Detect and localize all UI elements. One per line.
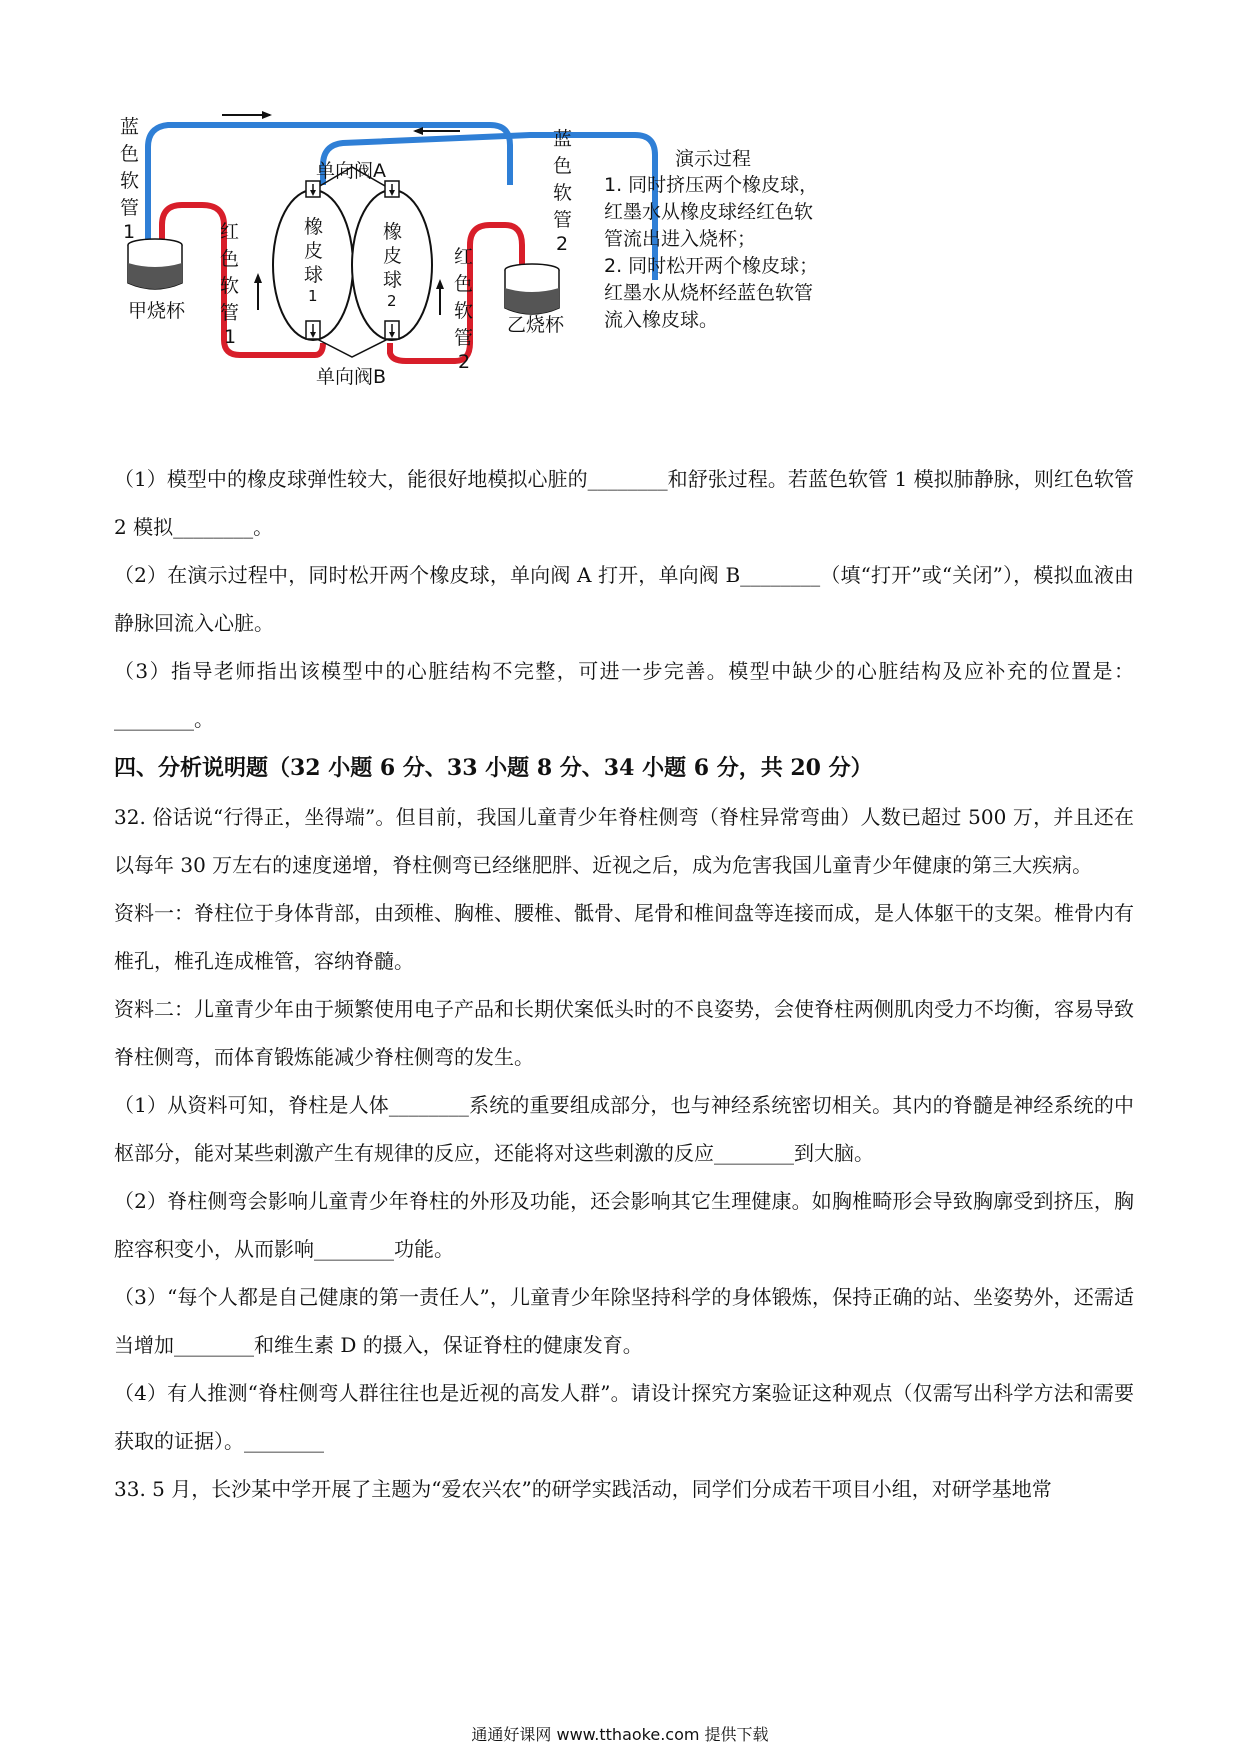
- q32-part4: （4）有人推测“脊柱侧弯人群往往也是近视的高发人群”。请设计探究方案验证这种观点（仅需写出科学方法和需要获取的证据）。________: [114, 1381, 1134, 1453]
- svg-text:色: 色: [454, 273, 474, 295]
- valve-a-label: 单向阀A: [316, 160, 386, 182]
- svg-text:橡: 橡: [304, 216, 324, 238]
- svg-text:1: 1: [224, 326, 237, 348]
- q32-material-2: 资料二：儿童青少年由于频繁使用电子产品和长期伏案低头时的不良姿势，会使脊柱两侧肌肉受力不均衡，容易导致脊柱侧弯，而体育锻炼能减少脊柱侧弯的发生。: [114, 997, 1134, 1069]
- svg-text:红墨水从橡皮球经红色软: 红墨水从橡皮球经红色软: [604, 201, 814, 223]
- red-flow-arrow-1: [254, 273, 262, 310]
- svg-text:色: 色: [220, 248, 240, 270]
- beaker-left-label: 甲烧杯: [128, 300, 186, 322]
- svg-text:皮: 皮: [383, 245, 403, 267]
- svg-text:1: 1: [123, 221, 136, 243]
- svg-text:橡: 橡: [383, 221, 403, 243]
- valve-a-left: [306, 181, 320, 197]
- svg-text:球: 球: [383, 269, 403, 291]
- q32-material-1: 资料一：脊柱位于身体背部，由颈椎、胸椎、腰椎、骶骨、尾骨和椎间盘等连接而成，是人体躯干的支架。椎骨内有椎孔，椎孔连成椎管，容纳脊髓。: [114, 901, 1134, 973]
- beaker-right-label: 乙烧杯: [507, 314, 565, 336]
- blue-tube-1-label: [120, 116, 139, 243]
- svg-text:红: 红: [220, 221, 240, 243]
- svg-text:管: 管: [120, 197, 140, 219]
- svg-text:2: 2: [387, 292, 397, 310]
- demo-title: 演示过程: [675, 148, 752, 170]
- svg-text:蓝: 蓝: [553, 128, 573, 150]
- svg-text:管流出进入烧杯；: 管流出进入烧杯；: [604, 228, 757, 250]
- heart-model-diagram: [110, 105, 1110, 445]
- q33-intro: 33. 5 月，长沙某中学开展了主题为“爱农兴农”的研学实践活动，同学们分成若干项目小组，对研学基地常: [114, 1477, 1052, 1501]
- svg-text:色: 色: [553, 155, 573, 177]
- svg-text:流入橡皮球。: 流入橡皮球。: [604, 309, 719, 331]
- svg-text:管: 管: [454, 327, 474, 349]
- svg-text:管: 管: [220, 302, 240, 324]
- blue-tube-2-label: [553, 128, 572, 255]
- q31-part3: （3）指导老师指出该模型中的心脏结构不完整，可进一步完善。模型中缺少的心脏结构及应补充的位置是：________。: [114, 659, 1134, 731]
- q32-part3: （3）“每个人都是自己健康的第一责任人”，儿童青少年除坚持科学的身体锻炼，保持正确的站、坐姿势外，还需适当增加________和维生素 D 的摄入，保证脊柱的健康发育。: [114, 1285, 1134, 1357]
- svg-text:皮: 皮: [304, 240, 324, 262]
- q31-part2: （2）在演示过程中，同时松开两个橡皮球，单向阀 A 打开，单向阀 B________（填“打开”或“关闭”），模拟血液由静脉回流入心脏。: [114, 563, 1134, 635]
- section-heading: 四、分析说明题（32 小题 6 分、33 小题 8 分、34 小题 6 分，共 20 分）: [114, 755, 873, 781]
- q32-intro: 32. 俗话说“行得正，坐得端”。但目前，我国儿童青少年脊柱侧弯（脊柱异常弯曲）人数已超过 500 万，并且还在以每年 30 万左右的速度递增，脊柱侧弯已经继肥胖、近视之后，成为危害我国儿童青少年健康的第三大疾病。: [114, 805, 1134, 877]
- flow-arrow-right: [222, 111, 272, 119]
- svg-text:2. 同时松开两个橡皮球；: 2. 同时松开两个橡皮球；: [604, 255, 819, 277]
- svg-text:蓝: 蓝: [120, 116, 140, 138]
- svg-text:红: 红: [454, 246, 474, 268]
- svg-text:软: 软: [553, 182, 573, 204]
- q32-part1: （1）从资料可知，脊柱是人体________系统的重要组成部分，也与神经系统密切相关。其内的脊髓是神经系统的中枢部分，能对某些刺激产生有规律的反应，还能将对这些刺激的反应________到大脑。: [114, 1093, 1134, 1165]
- q31-part1: （1）模型中的橡皮球弹性较大，能很好地模拟心脏的________和舒张过程。若蓝色软管 1 模拟肺静脉，则红色软管 2 模拟________。: [114, 467, 1141, 539]
- flow-arrow-left: [413, 127, 460, 135]
- svg-text:1: 1: [308, 287, 318, 305]
- svg-text:球: 球: [304, 264, 324, 286]
- svg-text:管: 管: [553, 209, 573, 231]
- svg-text:1. 同时挤压两个橡皮球，: 1. 同时挤压两个橡皮球，: [604, 174, 819, 196]
- red-flow-arrow-2: [436, 279, 444, 315]
- valve-a-right: [385, 181, 399, 197]
- beaker-left: [128, 239, 182, 289]
- svg-text:软: 软: [220, 275, 240, 297]
- svg-text:红墨水从烧杯经蓝色软管: 红墨水从烧杯经蓝色软管: [604, 282, 814, 304]
- svg-text:软: 软: [454, 300, 474, 322]
- svg-text:色: 色: [120, 143, 140, 165]
- demo-process-box: [604, 148, 818, 331]
- svg-text:软: 软: [120, 170, 140, 192]
- svg-text:2: 2: [458, 351, 471, 373]
- valve-b-right: [385, 321, 399, 339]
- valve-b-label: 单向阀B: [316, 366, 387, 388]
- beaker-right: [505, 264, 559, 314]
- svg-text:2: 2: [556, 233, 569, 255]
- q32-part2: （2）脊柱侧弯会影响儿童青少年脊柱的外形及功能，还会影响其它生理健康。如胸椎畸形会导致胸廓受到挤压，胸腔容积变小，从而影响________功能。: [114, 1189, 1134, 1261]
- question-content: [114, 455, 1141, 1513]
- page-footer: 通通好课网 www.tthaoke.com 提供下载: [471, 1725, 769, 1744]
- valve-b-left: [306, 321, 320, 339]
